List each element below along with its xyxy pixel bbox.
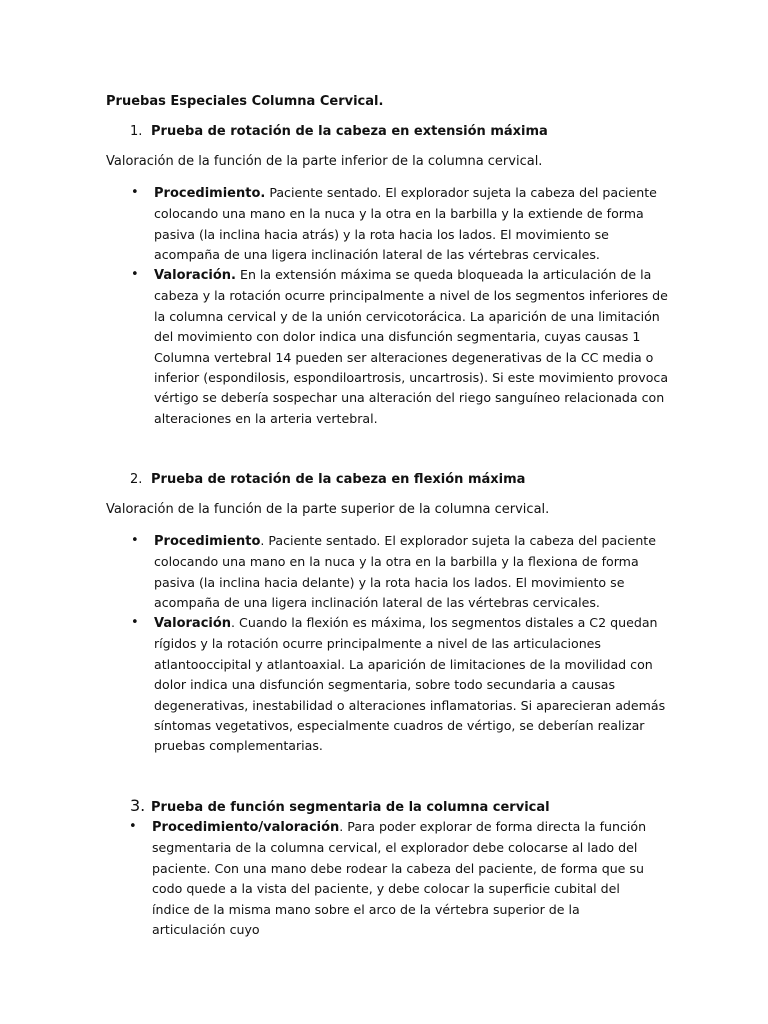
section-title: Prueba de rotación de la cabeza en extensión máxima: [151, 124, 548, 139]
bullet-icon: •: [131, 533, 139, 548]
bullet-label: Procedimiento/valoración: [152, 820, 340, 835]
section-number: 2.: [130, 472, 143, 487]
section-number: 3.: [130, 796, 146, 815]
bullet-text: . Cuando la flexión es máxima, los segmentos distales a C2 quedan rígidos y la rotación ocurre principalmente a nivel de las articulaciones atlantooccipital y atlantoaxial. La aparición de limitaciones de la movilidad con dolor indica una disfunción segmentaria, sobre todo secundaria a causas degenerativas, inestabilidad o alteraciones inflamatorias. Si aparecieran además síntomas vegetativos, especialmente cuadros de vértigo, se deberían realizar pruebas complementarias.: [154, 615, 666, 754]
bullet-icon: •: [131, 185, 139, 200]
bullet-text: . Para poder explorar de forma directa la función segmentaria de la columna cervical, el explorador debe colocarse al lado del paciente. Con una mano debe rodear la cabeza del paciente, de forma que su codo quede a la vista del paciente, y debe colocar la superficie cubital del índice de la misma mano sobre el arco de la vértebra superior de la articulación cuyo: [152, 819, 647, 938]
bullet-label: Valoración: [154, 616, 232, 631]
section-number: 1.: [130, 124, 143, 139]
bullet-icon: •: [131, 267, 139, 282]
bullet-label: Procedimiento.: [154, 186, 266, 201]
bullet-label: Procedimiento: [154, 534, 261, 549]
bullet-item: [131, 265, 674, 429]
section-intro: Valoración de la función de la parte inferior de la columna cervical.: [106, 154, 543, 169]
bullet-item: [129, 817, 652, 940]
bullet-text: Paciente sentado. El explorador sujeta la cabeza del paciente colocando una mano en la nuca y la otra en la barbilla y la extiende de forma pasiva (la inclina hacia atrás) y la rota hacia los lados. El movimiento se acompaña de una ligera inclinación lateral de las vértebras cervicales.: [154, 185, 657, 263]
document-title: Pruebas Especiales Columna Cervical.: [106, 94, 384, 109]
section-heading: [130, 796, 550, 818]
section-title: Prueba de rotación de la cabeza en flexión máxima: [151, 472, 526, 487]
bullet-text: . Paciente sentado. El explorador sujeta la cabeza del paciente colocando una mano en la nuca y la otra en la barbilla y la flexiona de forma pasiva (la inclina hacia delante) y la rota hacia los lados. El movimiento se acompaña de una ligera inclinación lateral de las vértebras cervicales.: [154, 533, 656, 611]
section-heading: [130, 122, 548, 142]
bullet-icon: •: [131, 615, 139, 630]
section-title: Prueba de función segmentaria de la columna cervical: [151, 800, 550, 815]
bullet-item: [131, 183, 674, 266]
bullet-item: [131, 613, 674, 757]
bullet-text: En la extensión máxima se queda bloqueada la articulación de la cabeza y la rotación ocurre principalmente a nivel de los segmentos inferiores de la columna cervical y de la unión cervicotorácica. La aparición de una limitación del movimiento con dolor indica una disfunción segmentaria, cuyas causas 1 Columna vertebral 14 pueden ser alteraciones degenerativas de la CC media o inferior (espondilosis, espondiloartrosis, uncartrosis). Si este movimiento provoca vértigo se debería sospechar una alteración del riego sanguíneo relacionada con alteraciones en la arteria vertebral.: [154, 267, 669, 426]
bullet-icon: •: [129, 819, 137, 834]
bullet-item: [131, 531, 674, 614]
section-intro: Valoración de la función de la parte superior de la columna cervical.: [106, 502, 550, 517]
bullet-label: Valoración.: [154, 268, 236, 283]
section-heading: [130, 470, 525, 490]
